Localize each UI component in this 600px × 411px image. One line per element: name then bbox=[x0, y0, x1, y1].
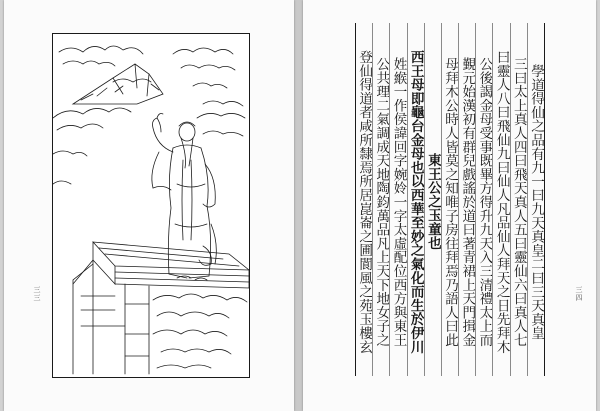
text-column-content: 曰靈人八曰飛仙九曰仙人凡品仙人拜天之日先拜木 bbox=[493, 49, 510, 354]
text-column-content: 公後謁金母受事既畢方得升九天入三清禮太上而 bbox=[476, 56, 493, 347]
woodblock-figure-icon bbox=[53, 34, 250, 378]
text-column bbox=[510, 23, 527, 376]
vertical-text-block bbox=[355, 23, 545, 376]
text-column bbox=[407, 23, 424, 376]
text-column bbox=[458, 23, 475, 376]
text-column bbox=[356, 23, 372, 376]
right-page-number: 三四 bbox=[575, 286, 583, 302]
text-column bbox=[492, 23, 509, 376]
text-column bbox=[424, 23, 441, 376]
text-column bbox=[441, 23, 458, 376]
right-page bbox=[303, 0, 596, 411]
text-column-content: 姓緱一作侯諱回字婉姈一字太虛配位西方與東王 bbox=[390, 56, 407, 347]
text-column bbox=[389, 23, 406, 376]
left-page-number: 三三 bbox=[33, 286, 41, 302]
text-column-content: 公共理二氣調成天地陶鈞萬品凡上天下地女子之 bbox=[373, 56, 390, 347]
text-column-content: 學道得仙之品有九一曰九天真皇二曰三天真皇 bbox=[528, 63, 544, 340]
text-column-content: 東王公之玉童也 bbox=[424, 153, 441, 250]
left-page bbox=[4, 0, 294, 411]
illustration-plate bbox=[52, 33, 250, 378]
text-column-content: 西王母即龜台金母也以西華至妙之氣化而生於伊川 bbox=[407, 49, 424, 354]
text-column bbox=[475, 23, 492, 376]
text-column bbox=[527, 23, 544, 376]
text-column bbox=[372, 23, 389, 376]
text-column-content: 母拜木公時人皆莫之知唯子房往拜焉乃語人曰此 bbox=[442, 56, 459, 347]
book-gutter bbox=[294, 0, 303, 411]
text-column-content: 三曰太上真人四曰飛天真人五曰靈仙六曰真人七 bbox=[510, 56, 527, 347]
text-column-content: 登仙得道者咸所隸焉所居崑崙之圃閬風之苑玉樓玄 bbox=[356, 49, 373, 354]
text-column-content: 覲元始漢初有群兒戲謠於道曰著青裙上天門揖金 bbox=[459, 56, 476, 347]
